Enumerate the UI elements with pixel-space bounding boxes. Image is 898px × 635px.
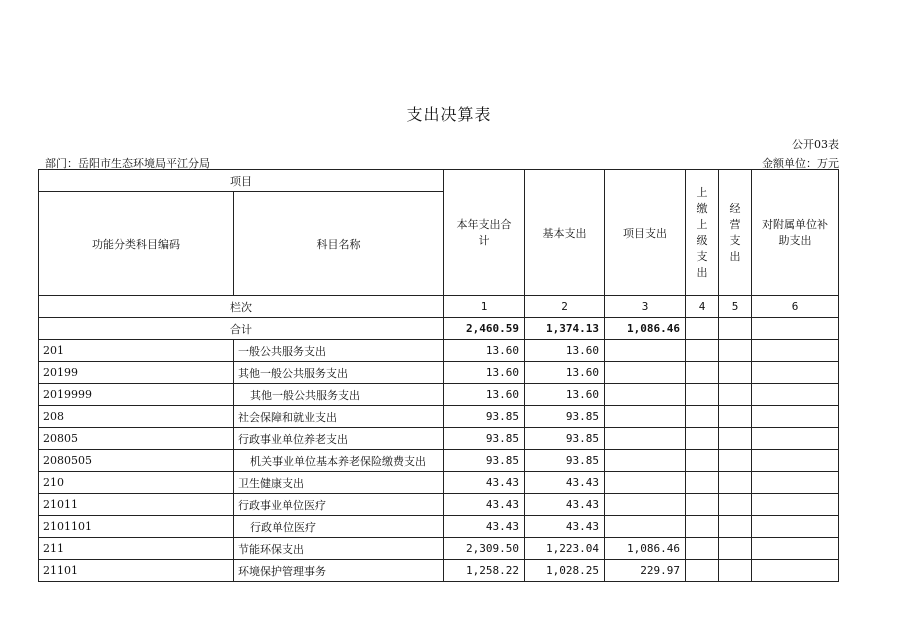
total-row-basic: 1,374.13 [525,318,605,340]
cell-total: 13.60 [444,362,525,384]
cell-subject-name: 社会保障和就业支出 [234,406,444,428]
cell-total: 43.43 [444,494,525,516]
table-row [39,362,839,384]
cell-basic: 13.60 [525,362,605,384]
header-remit [686,170,719,296]
total-row-remit [686,318,719,340]
cell-remit [686,406,719,428]
cell-subsidy [752,384,839,406]
cell-total: 93.85 [444,406,525,428]
cell-basic: 13.60 [525,384,605,406]
cell-operating [719,560,752,582]
cell-code: 208 [39,406,234,428]
column-index-6: 6 [752,296,839,318]
cell-basic: 93.85 [525,450,605,472]
table-row [39,384,839,406]
column-index-2: 2 [525,296,605,318]
cell-code: 210 [39,472,234,494]
cell-subsidy [752,406,839,428]
cell-total: 13.60 [444,340,525,362]
cell-operating [719,384,752,406]
cell-total: 43.43 [444,516,525,538]
cell-remit [686,538,719,560]
cell-basic: 93.85 [525,406,605,428]
cell-project: 1,086.46 [605,538,686,560]
cell-code: 20199 [39,362,234,384]
header-function-code: 功能分类科目编码 [39,192,234,296]
cell-subsidy [752,516,839,538]
cell-code: 201 [39,340,234,362]
column-index-1: 1 [444,296,525,318]
table-row [39,340,839,362]
cell-operating [719,362,752,384]
cell-operating [719,516,752,538]
table-row [39,538,839,560]
column-index-4: 4 [686,296,719,318]
cell-remit [686,494,719,516]
cell-code: 20805 [39,428,234,450]
cell-code: 2019999 [39,384,234,406]
cell-subsidy [752,538,839,560]
cell-subject-name: 行政事业单位医疗 [234,494,444,516]
cell-basic: 13.60 [525,340,605,362]
cell-subject-name: 行政单位医疗 [234,516,444,538]
header-operating-text: 经营支出 [729,201,741,263]
cell-code: 21101 [39,560,234,582]
cell-remit [686,428,719,450]
cell-subject-name: 其他一般公共服务支出 [234,384,444,406]
cell-subsidy [752,340,839,362]
total-row-project: 1,086.46 [605,318,686,340]
cell-project [605,494,686,516]
cell-code: 21011 [39,494,234,516]
column-index-label: 栏次 [39,296,444,318]
cell-remit [686,560,719,582]
header-subject-name: 科目名称 [234,192,444,296]
cell-basic: 43.43 [525,516,605,538]
cell-project [605,516,686,538]
cell-subject-name: 环境保护管理事务 [234,560,444,582]
header-subsidy [752,170,839,296]
header-total-text: 本年支出合计 [456,217,512,247]
cell-total: 2,309.50 [444,538,525,560]
cell-subject-name: 节能环保支出 [234,538,444,560]
header-remit-text: 上缴上级支出 [696,185,708,279]
cell-project [605,472,686,494]
cell-subject-name: 卫生健康支出 [234,472,444,494]
table-row [39,516,839,538]
cell-operating [719,472,752,494]
cell-operating [719,406,752,428]
cell-total: 93.85 [444,428,525,450]
department-label: 部门：岳阳市生态环境局平江分局 [45,157,210,170]
cell-basic: 93.85 [525,428,605,450]
cell-code: 2101101 [39,516,234,538]
cell-operating [719,450,752,472]
cell-subsidy [752,472,839,494]
header-project: 项目 [39,170,444,192]
table-row [39,472,839,494]
cell-subject-name: 行政事业单位养老支出 [234,428,444,450]
cell-basic: 43.43 [525,472,605,494]
cell-subsidy [752,560,839,582]
cell-total: 43.43 [444,472,525,494]
cell-basic: 1,223.04 [525,538,605,560]
cell-subject-name: 机关事业单位基本养老保险缴费支出 [234,450,444,472]
cell-operating [719,538,752,560]
table-row [39,450,839,472]
table-row [39,560,839,582]
column-index-3: 3 [605,296,686,318]
expenditure-table [38,169,839,582]
cell-code: 2080505 [39,450,234,472]
form-number: 公开03表 [792,138,839,151]
cell-remit [686,516,719,538]
amount-unit-label: 金额单位：万元 [762,157,839,170]
cell-total: 1,258.22 [444,560,525,582]
cell-subject-name: 其他一般公共服务支出 [234,362,444,384]
total-row-label: 合计 [39,318,444,340]
header-operating [719,170,752,296]
table-row [39,406,839,428]
column-index-5: 5 [719,296,752,318]
cell-subject-name: 一般公共服务支出 [234,340,444,362]
header-basic: 基本支出 [525,170,605,296]
table-row [39,428,839,450]
cell-remit [686,472,719,494]
cell-total: 93.85 [444,450,525,472]
cell-project [605,362,686,384]
cell-subsidy [752,428,839,450]
cell-remit [686,340,719,362]
total-row-subsidy [752,318,839,340]
cell-basic: 1,028.25 [525,560,605,582]
cell-remit [686,450,719,472]
total-row-operating [719,318,752,340]
cell-project [605,384,686,406]
cell-subsidy [752,494,839,516]
cell-project [605,450,686,472]
header-total [444,170,525,296]
total-row-total: 2,460.59 [444,318,525,340]
cell-remit [686,384,719,406]
cell-code: 211 [39,538,234,560]
page-title: 支出决算表 [406,105,492,124]
cell-subsidy [752,450,839,472]
cell-total: 13.60 [444,384,525,406]
table-row [39,494,839,516]
cell-project [605,428,686,450]
cell-project [605,406,686,428]
cell-project: 229.97 [605,560,686,582]
cell-operating [719,494,752,516]
cell-subsidy [752,362,839,384]
header-subsidy-text: 对附属单位补助支出 [762,217,828,247]
cell-operating [719,340,752,362]
cell-remit [686,362,719,384]
header-project-expenditure: 项目支出 [605,170,686,296]
cell-basic: 43.43 [525,494,605,516]
cell-project [605,340,686,362]
cell-operating [719,428,752,450]
